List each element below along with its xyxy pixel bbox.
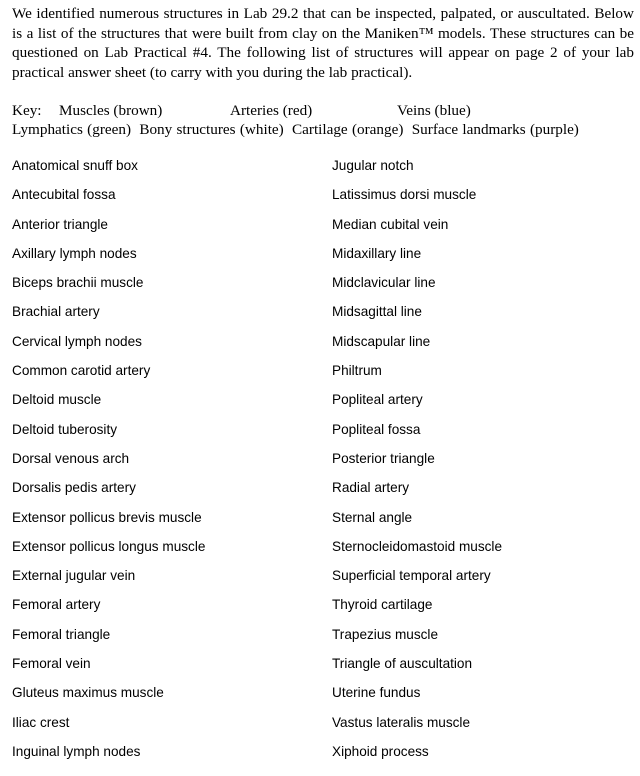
structure-list-right (332, 151, 502, 766)
list-item: Deltoid muscle (12, 392, 102, 408)
list-item: Biceps brachii muscle (12, 275, 144, 291)
list-item: Popliteal artery (332, 392, 423, 408)
list-item: Dorsal venous arch (12, 450, 130, 466)
list-item: Posterior triangle (332, 450, 435, 466)
list-item: Thyroid cartilage (332, 597, 433, 613)
list-item: Radial artery (332, 480, 410, 496)
list-item: Inguinal lymph nodes (12, 743, 141, 759)
list-item: Sternocleidomastoid muscle (332, 538, 503, 554)
color-key-line-2 (12, 120, 634, 139)
key-muscles: Muscles (brown) (59, 102, 163, 119)
list-item: Xiphoid process (332, 743, 429, 759)
list-item: Extensor pollicus brevis muscle (12, 509, 202, 525)
list-item: Anatomical snuff box (12, 158, 138, 173)
list-item: Axillary lymph nodes (12, 245, 137, 261)
color-key (12, 101, 634, 139)
list-item: Latissimus dorsi muscle (332, 187, 477, 203)
list-item: Trapezius muscle (332, 626, 439, 642)
list-item: Iliac crest (12, 714, 70, 730)
list-item: Common carotid artery (12, 363, 151, 379)
structure-list-left (12, 151, 205, 766)
list-item: Triangle of auscultation (332, 656, 473, 672)
list-item: Femoral triangle (12, 626, 111, 642)
list-item: Femoral vein (12, 656, 91, 672)
list-item: Midaxillary line (332, 245, 422, 261)
list-item: External jugular vein (12, 568, 136, 584)
list-item: Midscapular line (332, 333, 431, 349)
list-item: Deltoid tuberosity (12, 421, 118, 437)
color-key-line-1 (12, 101, 634, 120)
list-item: Gluteus maximus muscle (12, 685, 164, 701)
list-item: Extensor pollicus longus muscle (12, 538, 206, 554)
list-item: Dorsalis pedis artery (12, 480, 136, 496)
list-item: Philtrum (332, 363, 382, 379)
list-item: Cervical lymph nodes (12, 333, 142, 349)
list-item: Femoral artery (12, 597, 101, 613)
list-item: Midsagittal line (332, 304, 422, 320)
list-item: Median cubital vein (332, 216, 449, 232)
list-item: Uterine fundus (332, 685, 421, 701)
key-bony-structures: Bony structures (white) (139, 121, 284, 138)
list-item: Vastus lateralis muscle (332, 714, 471, 730)
key-cartilage: Cartilage (orange) (292, 121, 404, 138)
key-veins: Veins (blue) (397, 102, 471, 119)
intro-paragraph: We identified numerous structures in Lab 29.2 that can be inspected, palpated, or auscultated. Below is a list of the structures that were built from clay on the Maniken™ models. These structures can be questioned on Lab Practical #4. The following list of structures will appear on page 2 of your lab practical answer sheet (to carry with you during the lab practical). (12, 5, 634, 81)
key-label: Key: (12, 102, 42, 119)
list-item: Antecubital fossa (12, 187, 116, 203)
list-item: Jugular notch (332, 158, 414, 173)
key-lymphatics: Lymphatics (green) (12, 121, 132, 138)
list-item: Sternal angle (332, 509, 413, 525)
list-item: Midclavicular line (332, 275, 436, 291)
list-item: Popliteal fossa (332, 421, 421, 437)
key-surface-landmarks: Surface landmarks (purple) (411, 121, 579, 138)
list-item: Brachial artery (12, 304, 100, 320)
list-item: Superficial temporal artery (332, 568, 491, 584)
list-item: Anterior triangle (12, 216, 108, 232)
key-arteries: Arteries (red) (230, 102, 313, 119)
